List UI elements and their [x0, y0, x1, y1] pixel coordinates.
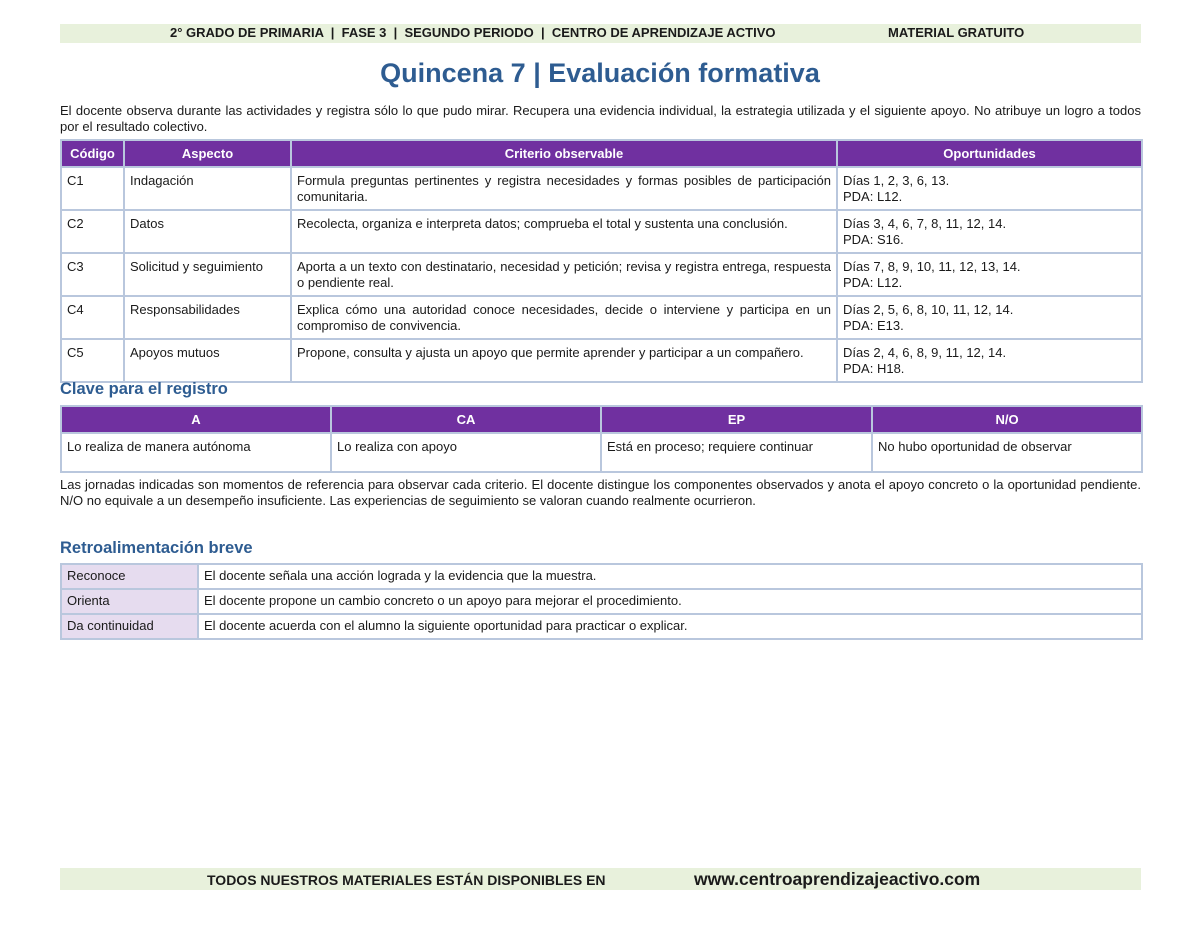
pda-text: PDA: L12.: [843, 189, 903, 204]
feedback-label: Reconoce: [61, 564, 198, 589]
col-header-criterion: Criterio observable: [291, 140, 837, 167]
col-header-code: Código: [61, 140, 124, 167]
col-header-opportunities: Oportunidades: [837, 140, 1142, 167]
key-value-ep: Está en proceso; requiere continuar: [601, 433, 872, 472]
table-row: [61, 210, 1142, 253]
criterion-cell: Recolecta, organiza e interpreta datos; comprueba el total y sustenta una conclusión.: [291, 210, 837, 253]
aspect-cell: Indagación: [124, 167, 291, 210]
key-header-no: N/O: [872, 406, 1142, 433]
feedback-heading: Retroalimentación breve: [60, 539, 253, 557]
days-text: Días 2, 5, 6, 8, 10, 11, 12, 14.: [843, 302, 1014, 317]
pda-text: PDA: E13.: [843, 318, 904, 333]
table-row: [61, 614, 1142, 639]
footer-url-link[interactable]: www.centroaprendizajeactivo.com: [694, 869, 981, 889]
key-table: [60, 405, 1143, 473]
feedback-table: [60, 563, 1143, 640]
page-title: Quincena 7 | Evaluación formativa: [380, 58, 820, 88]
aspect-cell: Solicitud y seguimiento: [124, 253, 291, 296]
criterion-cell: Propone, consulta y ajusta un apoyo que permite aprender y participar a un compañero.: [291, 339, 837, 382]
days-text: Días 3, 4, 6, 7, 8, 11, 12, 14.: [843, 216, 1007, 231]
criterion-cell: Explica cómo una autoridad conoce necesidades, decide o interviene y participa en un compromiso de convivencia.: [291, 296, 837, 339]
table-row: [61, 253, 1142, 296]
note-paragraph: Las jornadas indicadas son momentos de referencia para observar cada criterio. El docente distingue los componentes observados y anota el apoyo concreto o la oportunidad pendiente. N/O no equivale a un desempeño insuficiente. Las experiencias de seguimiento se valoran cuando realmente ocurrieron.: [60, 477, 1141, 508]
key-heading: Clave para el registro: [60, 380, 228, 398]
criteria-table: [60, 139, 1143, 383]
days-text: Días 2, 4, 6, 8, 9, 11, 12, 14.: [843, 345, 1007, 360]
pda-text: PDA: S16.: [843, 232, 904, 247]
aspect-cell: Datos: [124, 210, 291, 253]
feedback-text: El docente propone un cambio concreto o un apoyo para mejorar el procedimiento.: [198, 589, 1142, 614]
opportunities-cell: [837, 296, 1142, 339]
header-band: [60, 24, 1141, 43]
criteria-header-row: [61, 140, 1142, 167]
opportunities-cell: [837, 339, 1142, 382]
opportunities-cell: [837, 253, 1142, 296]
footer-band: [60, 868, 1141, 890]
feedback-text: El docente señala una acción lograda y la evidencia que la muestra.: [198, 564, 1142, 589]
pda-text: PDA: L12.: [843, 275, 903, 290]
code-cell: C2: [61, 210, 124, 253]
table-row: [61, 339, 1142, 382]
code-cell: C5: [61, 339, 124, 382]
code-cell: C1: [61, 167, 124, 210]
footer-text: TODOS NUESTROS MATERIALES ESTÁN DISPONIBLES EN: [207, 872, 606, 888]
key-header-row: [61, 406, 1142, 433]
key-header-ep: EP: [601, 406, 872, 433]
table-row: [61, 296, 1142, 339]
days-text: Días 7, 8, 9, 10, 11, 12, 13, 14.: [843, 259, 1021, 274]
header-text: 2° GRADO DE PRIMARIA | FASE 3 | SEGUNDO PERIODO | CENTRO DE APRENDIZAJE ACTIVO: [170, 25, 776, 40]
table-row: [61, 589, 1142, 614]
intro-paragraph: El docente observa durante las actividades y registra sólo lo que pudo mirar. Recupera una evidencia individual, la estrategia utilizada y el siguiente apoyo. No atribuye un logro a todos por el resultado colectivo.: [60, 103, 1141, 134]
key-value-a: Lo realiza de manera autónoma: [61, 433, 331, 472]
key-values-row: [61, 433, 1142, 472]
free-material-label: MATERIAL GRATUITO: [888, 25, 1025, 40]
aspect-cell: Apoyos mutuos: [124, 339, 291, 382]
code-cell: C3: [61, 253, 124, 296]
table-row: [61, 564, 1142, 589]
key-header-a: A: [61, 406, 331, 433]
feedback-label: Orienta: [61, 589, 198, 614]
feedback-text: El docente acuerda con el alumno la siguiente oportunidad para practicar o explicar.: [198, 614, 1142, 639]
criterion-cell: Aporta a un texto con destinatario, necesidad y petición; revisa y registra entrega, respuesta o pendiente real.: [291, 253, 837, 296]
days-text: Días 1, 2, 3, 6, 13.: [843, 173, 950, 188]
criterion-cell: Formula preguntas pertinentes y registra necesidades y formas posibles de participación comunitaria.: [291, 167, 837, 210]
code-cell: C4: [61, 296, 124, 339]
opportunities-cell: [837, 167, 1142, 210]
pda-text: PDA: H18.: [843, 361, 905, 376]
key-header-ca: CA: [331, 406, 601, 433]
aspect-cell: Responsabilidades: [124, 296, 291, 339]
feedback-label: Da continuidad: [61, 614, 198, 639]
opportunities-cell: [837, 210, 1142, 253]
key-value-no: No hubo oportunidad de observar: [872, 433, 1142, 472]
table-row: [61, 167, 1142, 210]
key-value-ca: Lo realiza con apoyo: [331, 433, 601, 472]
col-header-aspect: Aspecto: [124, 140, 291, 167]
